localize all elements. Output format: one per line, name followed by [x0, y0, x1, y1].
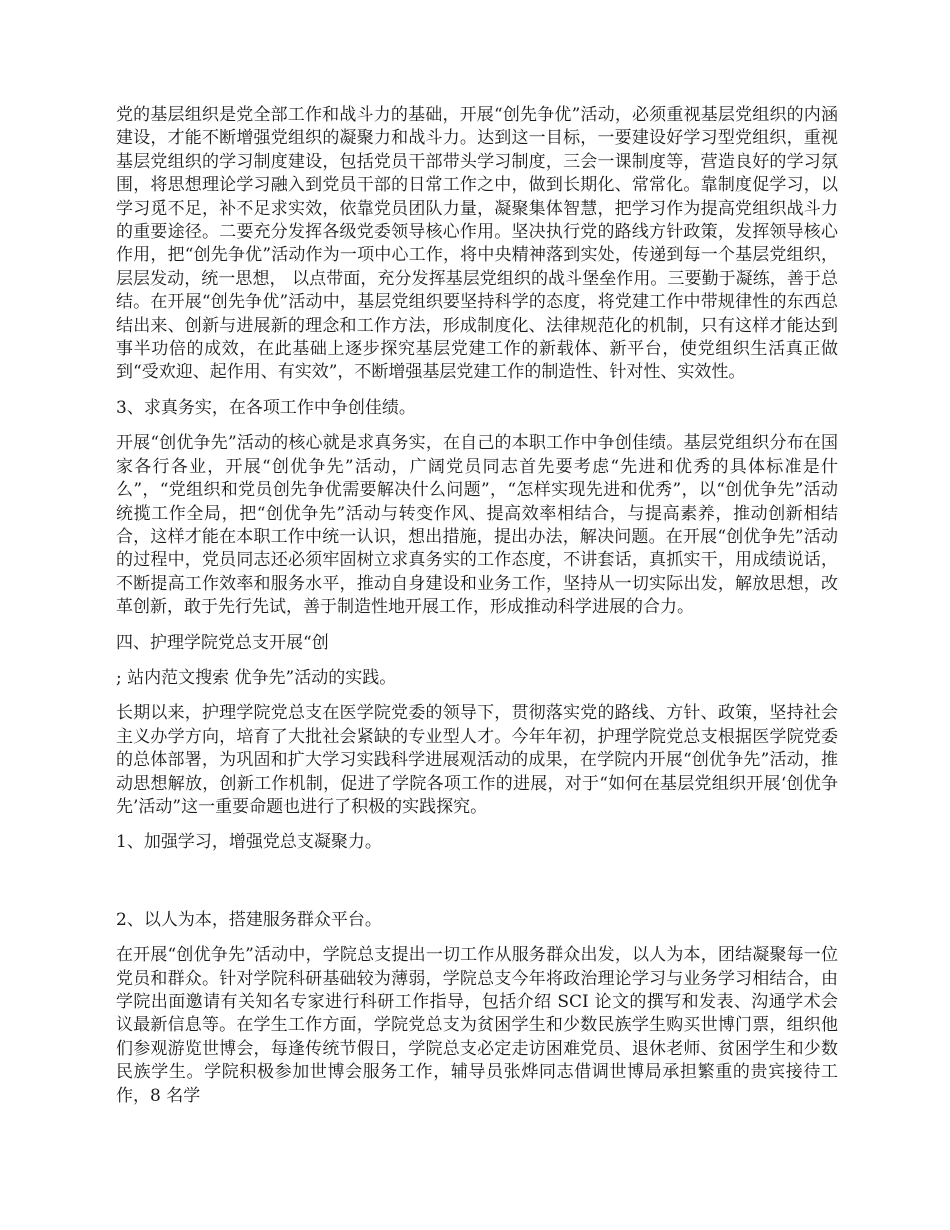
section-heading-site-search-note: ; 站内范文搜索 优争先”活动的实践。 [116, 667, 397, 688]
blank-gap [116, 867, 838, 909]
section-heading-nursing-college: 四、护理学院党总支开展“创 [116, 632, 329, 653]
section-heading-seek-truth: 3、求真务实，在各项工作中争创佳绩。 [116, 397, 416, 418]
section-heading-strengthen-study: 1、加强学习，增强党总支凝聚力。 [116, 832, 382, 853]
section-heading-people-oriented: 2、以人为本，搭建服务群众平台。 [116, 909, 382, 930]
body-paragraph-seek-truth: 开展“创优争先”活动的核心就是求真务实，在自己的本职工作中争创佳绩。基层党组织分布在国家各行各业，开展“创优争先”活动，广阔党员同志首先要考虑“先进和优秀的具体标准是什么”，“党组织和党员创先争优需要解决什么问题”，“怎样实现先进和优秀”，以“创优争先”活动统揽工作全局，把“创优争先”活动与转变作风、提高效率相结合，与提高素养，推动创新相结合，这样才能在本职工作中统一认识，想出措施，提出办法，解决问题。在开展“创优争先”活动的过程中，党员同志还必须牢固树立求真务实的工作态度，不讲套话，真抓实干，用成绩说话，不断提高工作效率和服务水平，推动自身建设和业务工作，坚持从一切实际出发，解放思想，改革创新，敢于先行先试，善于制造性地开展工作，形成推动科学进展的合力。 [116, 433, 838, 618]
document-page [116, 104, 838, 1120]
body-paragraph-party-foundation: 党的基层组织是党全部工作和战斗力的基础，开展“创先争优”活动，必须重视基层党组织的内涵建设，才能不断增强党组织的凝聚力和战斗力。达到这一目标，一要建设好学习型党组织，重视基层党组织的学习制度建设，包括党员干部带头学习制度，三会一课制度等，营造良好的学习氛围，将思想理论学习融入到党员干部的日常工作之中，做到长期化、常常化。靠制度促学习，以学习觅不足，补不足求实效，依靠党员团队力量，凝聚集体智慧，把学习作为提高党组织战斗力的重要途径。二要充分发挥各级党委领导核心作用。坚决执行党的路线方针政策，发挥领导核心作用，把“创先争优”活动作为一项中心工作，将中央精神落到实处，传递到每一个基层党组织，层层发动，统一思想， 以点带面，充分发挥基层党组织的战斗堡垒作用。三要勤于凝练，善于总结。在开展“创先争优”活动中，基层党组织要坚持科学的态度，将党建工作中带规律性的东西总结出来、创新与进展新的理念和工作方法，形成制度化、法律规范化的机制，只有这样才能达到事半功倍的成效，在此基础上逐步探究基层党建工作的新载体、新平台，使党组织生活真正做到“受欢迎、起作用、有实效”，不断增强基层党建工作的制造性、针对性、实效性。 [116, 105, 838, 383]
body-paragraph-people-oriented: 在开展“创优争先”活动中，学院总支提出一切工作从服务群众出发，以人为本，团结凝聚每一位党员和群众。针对学院科研基础较为薄弱，学院总支今年将政治理论学习与业务学习相结合，由学院出面邀请有关知名专家进行科研工作指导，包括介绍 SCI 论文的撰写和发表、沟通学术会议最新信息等。在学生工作方面，学院党总支为贫困学生和少数民族学生购买世博门票，组织他们参观游览世博会，每逢传统节假日，学院总支必定走访困难党员、退休老师、贫困学生和少数民族学生。学院积极参加世博会服务工作，辅导员张烨同志借调世博局承担繁重的贵宾接待工作，8 名学 [116, 945, 838, 1106]
body-paragraph-nursing-college: 长期以来，护理学院党总支在医学院党委的领导下，贯彻落实党的路线、方针、政策，坚持社会主义办学方向，培育了大批社会紧缺的专业型人才。今年年初，护理学院党总支根据医学院党委的总体部署，为巩固和扩大学习实践科学进展观活动的成果，在学院内开展“创优争先”活动，推动思想解放，创新工作机制，促进了学院各项工作的进展，对于“如何在基层党组织开展‘创优争先’活动”这一重要命题也进行了积极的实践探究。 [116, 703, 838, 817]
